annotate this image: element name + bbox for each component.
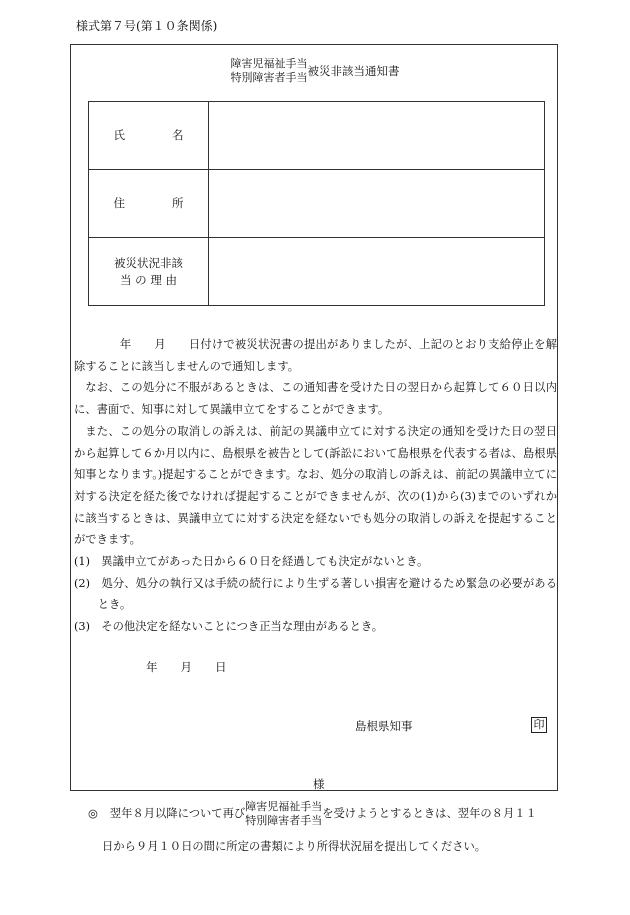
recipient-table xyxy=(88,101,545,306)
addressee-suffix: 様 xyxy=(313,777,325,791)
issue-date: 年 月 日 xyxy=(146,660,227,674)
table-row-address xyxy=(89,170,545,238)
document-title xyxy=(0,57,630,85)
body-paragraph-2: なお、この処分に不服があるときは、この通知書を受けた日の翌日から起算して６０日以内に、書面で、知事に対して異議申立てをすることができます。 xyxy=(74,381,557,417)
reason-label-line1: 被災状況非該 xyxy=(114,255,183,270)
reason-field xyxy=(209,238,545,306)
notice-stack-line1: 障害児福祉手当 xyxy=(245,800,323,813)
title-stack-line2: 特別障害者手当 xyxy=(230,71,308,84)
form-number: 様式第７号(第１０条関係) xyxy=(76,19,218,33)
address-field xyxy=(209,170,545,238)
title-stack xyxy=(231,57,308,85)
reason-label xyxy=(89,238,209,306)
title-suffix: 被災非該当通知書 xyxy=(307,64,400,78)
name-field xyxy=(209,102,545,170)
notice-line2: 日から９月１０日の間に所定の書類により所得状況届を提出してください。 xyxy=(102,840,487,853)
list-item-2: (2) 処分、処分の執行又は手続の続行により生ずる著しい損害を避けるため緊急の必要があるとき。 xyxy=(74,576,557,612)
notice-lead: 翌年８月以降について再び xyxy=(109,807,246,820)
notice-body xyxy=(74,334,557,638)
annual-notice xyxy=(88,800,537,828)
table-row-name xyxy=(89,102,545,170)
reason-label-line2: 当 の 理 由 xyxy=(120,272,177,287)
seal-mark: 印 xyxy=(531,717,547,733)
body-paragraph-1: 年 月 日付けで被災状況書の提出がありましたが、上記のとおり支給停止を解除することに該当しませんので通知します。 xyxy=(74,338,557,373)
list-item-1: (1) 異議申立てがあった日から６０日を経過しても決定がないとき。 xyxy=(74,555,429,569)
address-label: 住 所 xyxy=(89,170,209,238)
table-row-reason xyxy=(89,238,545,306)
title-stack-line1: 障害児福祉手当 xyxy=(230,57,308,70)
notice-stack xyxy=(245,800,322,828)
list-item-3: (3) その他決定を経ないことにつき正当な理由があるとき。 xyxy=(74,620,384,634)
body-paragraph-3: また、この処分の取消しの訴えは、前記の異議申立てに対する決定の通知を受けた日の翌日から起算して６か月以内に、島根県を被告として(訴訟において島根県を代表する者は、島根県知事となります。)提起することができます。なお、処分の取消しの訴えは、前記の異議申立てに対する決定を経た後でなければ提起することができませんが、次の(1)から(3)までのいずれかに該当するときは、異議申立てに対する決定を経ないでも処分の取消しの訴えを提起することができます。 xyxy=(74,424,557,547)
double-circle-icon: ◎ xyxy=(88,807,98,820)
name-label: 氏 名 xyxy=(89,102,209,170)
issuer-name: 島根県知事 xyxy=(355,719,413,733)
notice-stack-line2: 特別障害者手当 xyxy=(245,814,323,827)
notice-tail: を受けようとするときは、翌年の８月１１ xyxy=(322,807,537,820)
